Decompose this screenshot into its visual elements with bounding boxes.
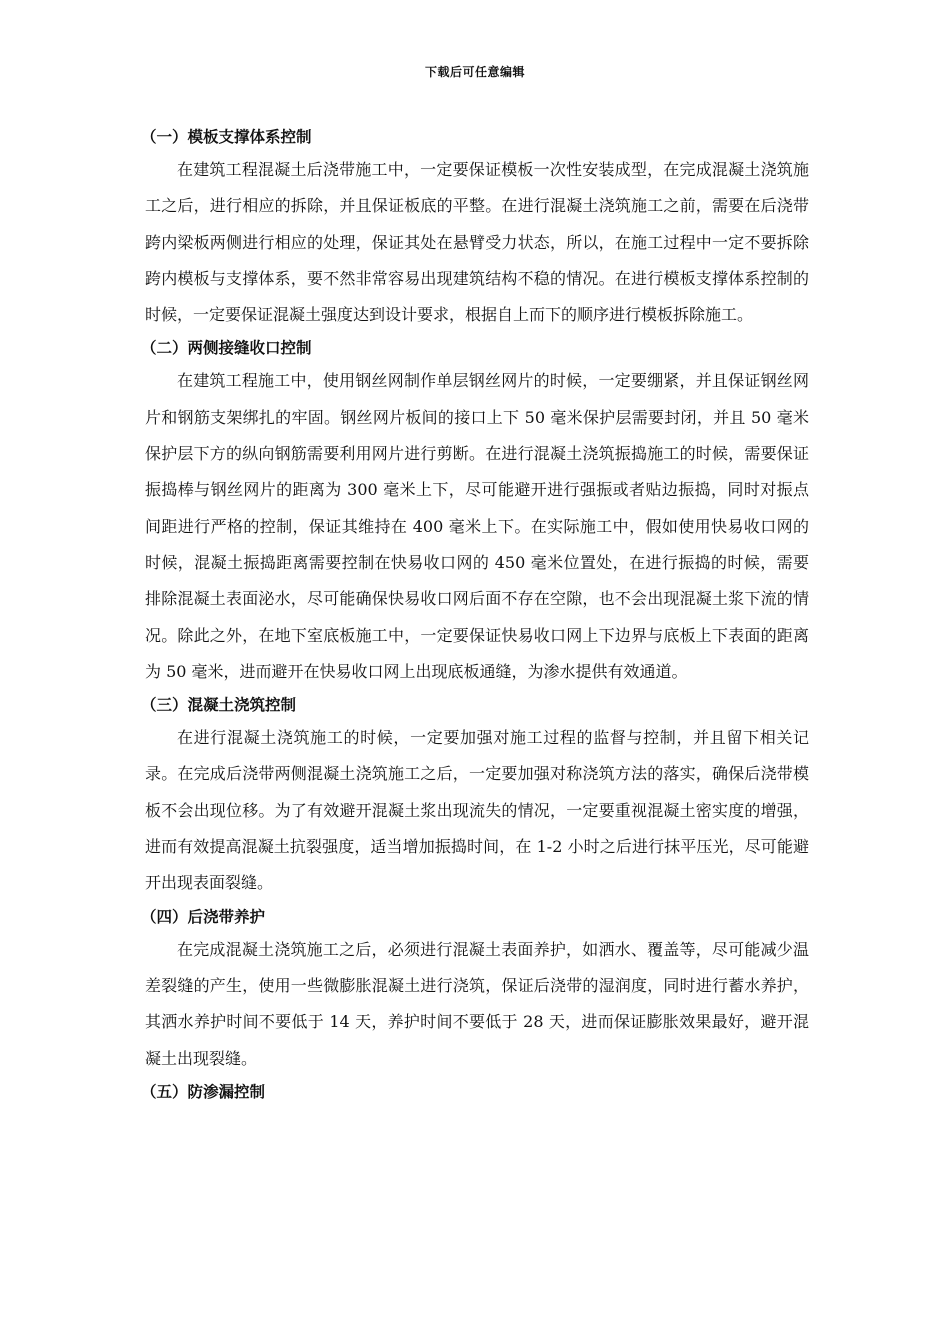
section-paragraph-2: 在建筑工程施工中，使用钢丝网制作单层钢丝网片的时候，一定要绷紧，并且保证钢丝网片和钢筋支架绑扎的牢固。钢丝网片板间的接口上下 50 毫米保护层需要封闭，并且 50 毫米保护层下方的纵向钢筋需要利用网片进行剪断。在进行混凝土浇筑振捣施工的时候，需要保证振捣棒与钢丝网片的距离为 300 毫米上下，尽可能避开进行强振或者贴边振捣，同时对振点间距进行严格的控制，保证其维持在 400 毫米上下。在实际施工中，假如使用快易收口网的时候，混凝土振捣距离需要控制在快易收口网的 450 毫米位置处，在进行振捣的时候，需要排除混凝土表面泌水，尽可能确保快易收口网后面不存在空隙，也不会出现混凝土浆下流的情况。除此之外，在地下室底板施工中，一定要保证快易收口网上下边界与底板上下表面的距离为 50 毫米，进而避开在快易收口网上出现底板通缝，为渗水提供有效通道。 xyxy=(145,371,809,681)
section-heading-1: （一）模板支撑体系控制 xyxy=(141,128,312,146)
page-header-note: 下载后可任意编辑 xyxy=(424,65,525,79)
section-paragraph-1: 在建筑工程混凝土后浇带施工中，一定要保证模板一次性安装成型，在完成混凝土浇筑施工之后，进行相应的拆除，并且保证板底的平整。在进行混凝土浇筑施工之前，需要在后浇带跨内梁板两侧进行相应的处理，保证其处在悬臂受力状态，所以，在施工过程中一定不要拆除跨内模板与支撑体系，要不然非常容易出现建筑结构不稳的情况。在进行模板支撑体系控制的时候，一定要保证混凝土强度达到设计要求，根据自上而下的顺序进行模板拆除施工。 xyxy=(145,160,809,325)
document-body xyxy=(141,122,809,1107)
section-heading-5: （五）防渗漏控制 xyxy=(141,1082,266,1101)
section-heading-3: （三）混凝土浇筑控制 xyxy=(141,696,297,715)
section-paragraph-4: 在完成混凝土浇筑施工之后，必须进行混凝土表面养护，如洒水、覆盖等，尽可能减少温差裂缝的产生，使用一些微膨胀混凝土进行浇筑，保证后浇带的湿润度，同时进行蓄水养护，其洒水养护时间不要低于 14 天，养护时间不要低于 28 天，进而保证膨胀效果最好，避开混凝土出现裂缝。 xyxy=(145,939,809,1068)
section-heading-4: （四）后浇带养护 xyxy=(141,907,266,926)
section-paragraph-3: 在进行混凝土浇筑施工的时候，一定要加强对施工过程的监督与控制，并且留下相关记录。在完成后浇带两侧混凝土浇筑施工之后，一定要加强对称浇筑方法的落实，确保后浇带模板不会出现位移。为了有效避开混凝土浆出现流失的情况，一定要重视混凝土密实度的增强，进而有效提高混凝土抗裂强度，适当增加振捣时间，在 1-2 小时之后进行抹平压光，尽可能避开出现表面裂缝。 xyxy=(145,728,809,893)
section-heading-2: （二）两侧接缝收口控制 xyxy=(141,339,312,358)
